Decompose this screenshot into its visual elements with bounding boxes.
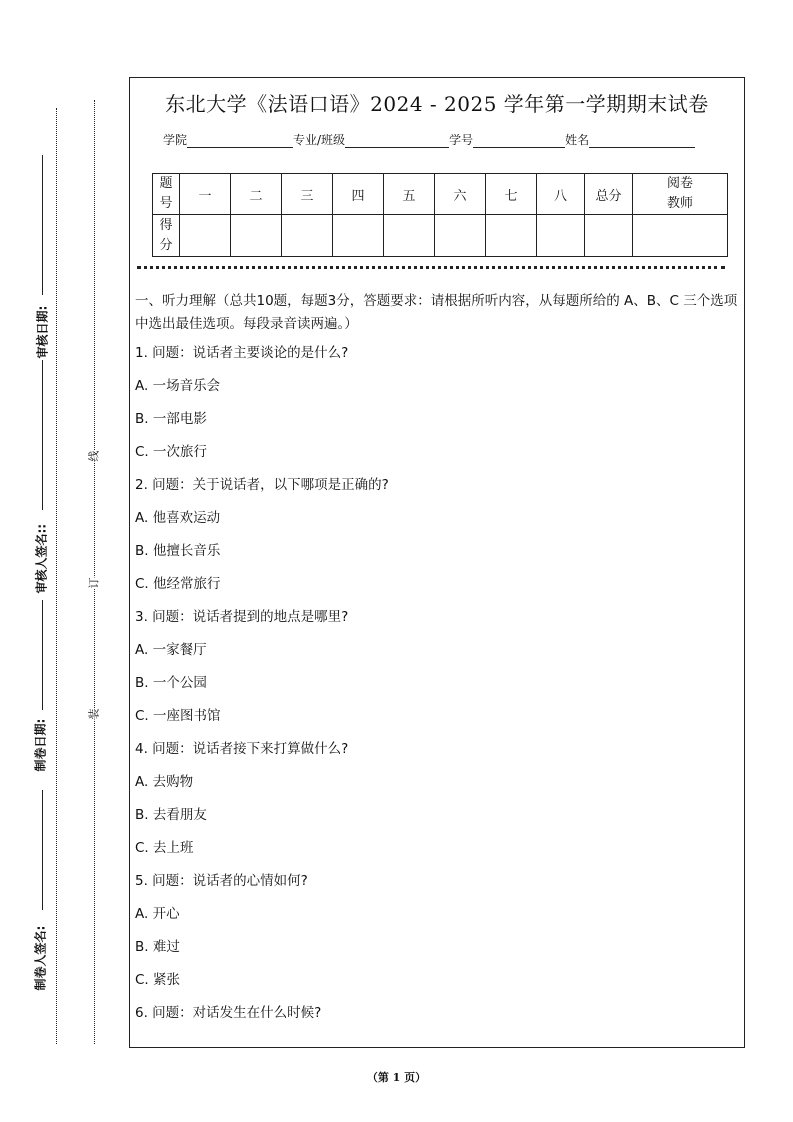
question-4: 4. 问题：说话者接下来打算做什么?	[135, 741, 349, 757]
reviewer-date-label: 审核日期:	[35, 305, 50, 359]
grader-header: 阅卷 教师	[633, 174, 728, 215]
q4-option-b[interactable]: B. 去看朋友	[135, 807, 207, 823]
grader-cell[interactable]	[633, 215, 728, 257]
score-row-header: 得 分	[153, 215, 180, 257]
q4-option-c[interactable]: C. 去上班	[135, 840, 194, 856]
page-number: （第 1 页）	[366, 1071, 427, 1084]
q2-option-b[interactable]: B. 他擅长音乐	[135, 543, 221, 559]
section-separator	[137, 266, 725, 269]
maker-date-label: 制卷日期:	[33, 718, 48, 772]
q3-option-c[interactable]: C. 一座图书馆	[135, 708, 221, 724]
score-cell-7[interactable]	[486, 215, 537, 257]
question-2: 2. 问题：关于说话者，以下哪项是正确的?	[135, 477, 389, 493]
q3-option-a[interactable]: A. 一家餐厅	[135, 642, 207, 658]
score-cell-6[interactable]	[435, 215, 486, 257]
score-value-row	[153, 215, 728, 257]
maker-sign-line	[42, 790, 43, 910]
major-class-label: 专业/班级	[293, 133, 346, 147]
q5-option-c[interactable]: C. 紧张	[135, 972, 181, 988]
col-4: 四	[333, 174, 384, 215]
reviewer-date-line	[42, 155, 43, 295]
col-2: 二	[231, 174, 282, 215]
q2-option-c[interactable]: C. 他经常旅行	[135, 576, 221, 592]
section-intro: 一、听力理解（总共10题，每题3分，答题要求：请根据所听内容，从每题所给的 A、B、C 三个选项中选出最佳选项。每段录音读两遍。）	[135, 293, 738, 332]
question-5: 5. 问题：说话者的心情如何?	[135, 873, 308, 889]
question-no-header: 题 号	[153, 174, 180, 215]
reviewer-sign-label: 审核人签名::	[34, 523, 49, 594]
q1-option-c[interactable]: C. 一次旅行	[135, 444, 208, 460]
q5-option-b[interactable]: B. 难过	[135, 939, 180, 955]
col-7: 七	[486, 174, 537, 215]
q2-option-a[interactable]: A. 他喜欢运动	[135, 510, 221, 526]
cut-line-char: 线	[87, 450, 101, 462]
q1-option-b[interactable]: B. 一部电影	[135, 411, 207, 427]
col-6: 六	[435, 174, 486, 215]
question-6: 6. 问题：对话发生在什么时候?	[135, 1005, 322, 1021]
inner-dotted-line	[94, 100, 95, 1044]
reviewer-sign-line	[42, 360, 43, 510]
college-field[interactable]	[187, 135, 293, 148]
cut-fold-char: 装	[87, 708, 101, 720]
score-cell-8[interactable]	[537, 215, 585, 257]
score-cell-total[interactable]	[585, 215, 633, 257]
name-label: 姓名	[565, 133, 590, 147]
score-cell-3[interactable]	[282, 215, 333, 257]
q4-option-a[interactable]: A. 去购物	[135, 774, 194, 790]
maker-sign-label: 制卷人签名:	[33, 925, 48, 991]
question-section	[135, 290, 743, 1035]
question-1: 1. 问题：说话者主要谈论的是什么?	[135, 345, 349, 361]
student-info-row	[163, 131, 695, 148]
col-8: 八	[537, 174, 585, 215]
score-header-row	[153, 174, 728, 215]
score-cell-2[interactable]	[231, 215, 282, 257]
q1-option-a[interactable]: A. 一场音乐会	[135, 378, 221, 394]
question-3: 3. 问题：说话者提到的地点是哪里?	[135, 609, 349, 625]
q3-option-b[interactable]: B. 一个公园	[135, 675, 207, 691]
student-id-label: 学号	[449, 133, 474, 147]
outer-dotted-line	[56, 108, 57, 1044]
col-5: 五	[384, 174, 435, 215]
col-total: 总分	[585, 174, 633, 215]
major-class-field[interactable]	[345, 135, 449, 148]
score-cell-5[interactable]	[384, 215, 435, 257]
col-3: 三	[282, 174, 333, 215]
name-field[interactable]	[589, 135, 695, 148]
score-table	[152, 173, 728, 257]
maker-date-line	[42, 600, 43, 710]
student-id-field[interactable]	[473, 135, 565, 148]
score-cell-4[interactable]	[333, 215, 384, 257]
cut-bind-char: 订	[87, 577, 101, 589]
q5-option-a[interactable]: A. 开心	[135, 906, 180, 922]
exam-title: 东北大学《法语口语》2024 - 2025 学年第一学期期末试卷	[165, 92, 709, 116]
college-label: 学院	[163, 133, 188, 147]
col-1: 一	[180, 174, 231, 215]
score-cell-1[interactable]	[180, 215, 231, 257]
